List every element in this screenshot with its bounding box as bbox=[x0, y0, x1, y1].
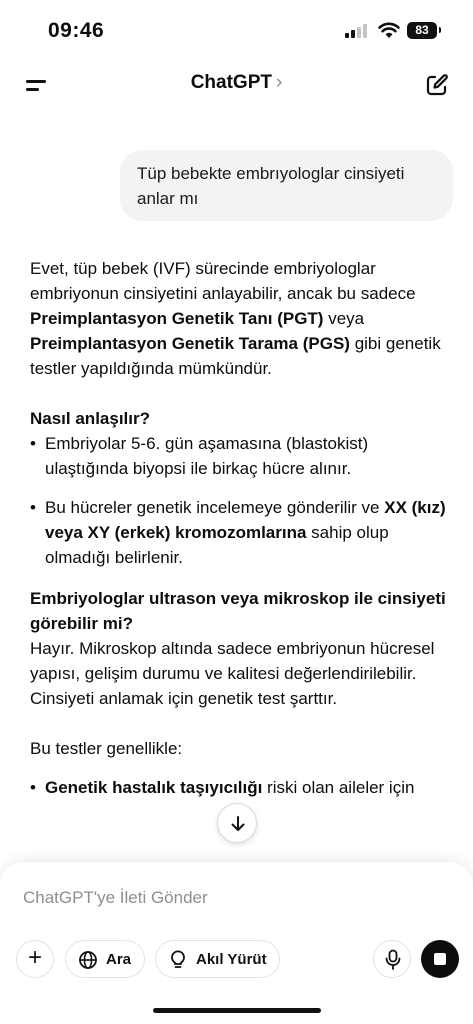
reason-button-label: Akıl Yürüt bbox=[196, 951, 267, 968]
status-bar bbox=[0, 0, 473, 60]
section-heading: Nasıl anlaşılır? bbox=[30, 409, 150, 428]
stop-icon bbox=[434, 953, 446, 965]
add-attachment-button[interactable] bbox=[16, 940, 54, 978]
answer-paragraph: Hayır. Mikroskop altında sadece embriyonun hücresel yapısı, gelişim durumu ve kalitesi değerlendirilebilir. Cinsiyeti anlamak için genetik test şarttır. bbox=[30, 639, 435, 708]
chevron-right-icon: › bbox=[275, 72, 283, 93]
microphone-button[interactable] bbox=[373, 940, 411, 978]
compose-icon[interactable] bbox=[422, 70, 452, 100]
arrow-down-icon bbox=[228, 814, 248, 834]
bullet-list bbox=[30, 775, 450, 800]
lightbulb-icon bbox=[168, 950, 188, 970]
stop-button[interactable] bbox=[421, 940, 459, 978]
message-input[interactable]: ChatGPT'ye İleti Gönder bbox=[23, 888, 208, 907]
status-time: 09:46 bbox=[48, 19, 105, 42]
answer-paragraph: Evet, tüp bebek (IVF) sürecinde embriyologlar embriyonun cinsiyetini anlayabilir, ancak bu sadece Preimplantasyon Genetik Tanı (PGT) veya Preimplantasyon Genetik Tarama (PGS) gibi genetik testler yapıldığında mümkündür. bbox=[30, 259, 441, 378]
page-title: ChatGPT bbox=[190, 72, 272, 93]
list-item: • Bu hücreler genetik incelemeye gönderilir ve XX (kız) veya XY (erkek) kromozomlarına sahip olup olmadığı belirlenir. bbox=[30, 495, 450, 570]
search-button[interactable] bbox=[65, 940, 145, 978]
user-message-text: Tüp bebekte embrıyologlar cinsiyeti anlar mı bbox=[137, 164, 405, 208]
list-item: • Embriyolar 5-6. gün aşamasına (blastokist) ulaştığında biyopsi ile birkaç hücre alınır. bbox=[30, 431, 450, 481]
battery-level: 83 bbox=[415, 23, 429, 37]
scroll-to-bottom-button[interactable] bbox=[217, 803, 257, 843]
user-message-bubble bbox=[120, 150, 453, 221]
model-selector[interactable] bbox=[0, 72, 473, 94]
globe-icon bbox=[78, 950, 98, 970]
cellular-signal-icon bbox=[345, 24, 371, 38]
bullet-list bbox=[30, 431, 450, 570]
microphone-icon bbox=[384, 949, 402, 971]
answer-paragraph: Bu testler genellikle: bbox=[30, 739, 183, 758]
assistant-message bbox=[30, 256, 450, 814]
search-button-label: Ara bbox=[106, 951, 132, 968]
section-heading: Embriyologlar ultrason veya mikroskop ile cinsiyeti görebilir mi? bbox=[30, 589, 446, 633]
battery-icon bbox=[407, 22, 437, 39]
plus-icon: + bbox=[27, 944, 42, 971]
composer bbox=[0, 862, 473, 1024]
list-item: • Genetik hastalık taşıyıcılığı riski olan aileler için bbox=[30, 775, 450, 800]
wifi-icon bbox=[378, 21, 400, 39]
app-header bbox=[0, 60, 473, 110]
home-indicator bbox=[153, 1008, 321, 1013]
reason-button[interactable] bbox=[155, 940, 280, 978]
